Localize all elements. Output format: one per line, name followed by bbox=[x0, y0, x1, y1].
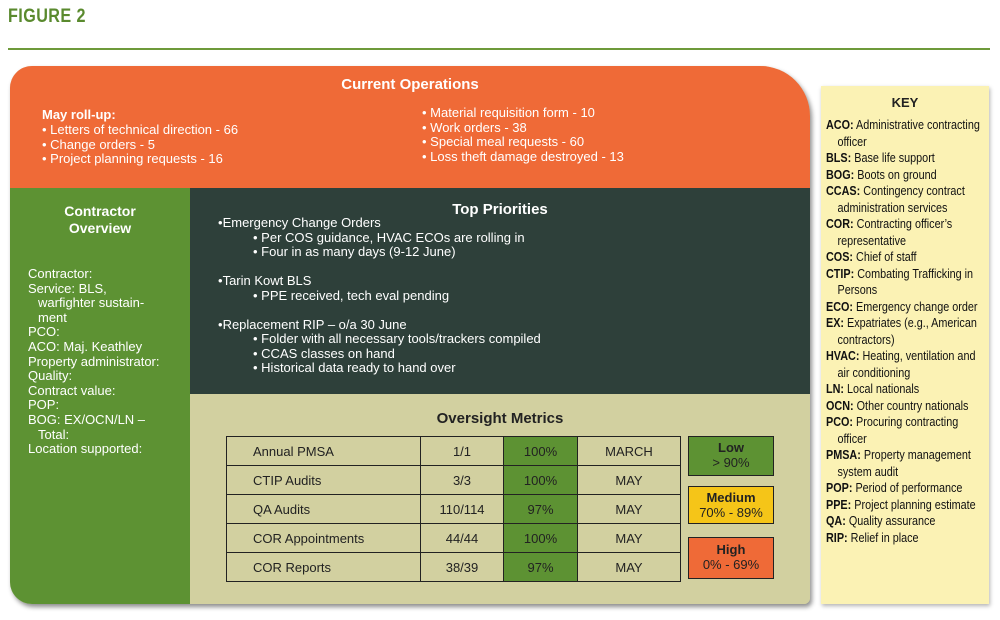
field-location: Location supported: bbox=[28, 441, 143, 457]
field-pop: POP: bbox=[28, 397, 60, 413]
list-item: • Material requisition form - 10 bbox=[422, 106, 624, 121]
key-entry: ECO: Emergency change order bbox=[826, 298, 978, 314]
metric-label: CTIP Audits bbox=[227, 466, 421, 495]
priority-item: • Replacement RIP – o/a 30 June bbox=[218, 318, 407, 333]
metric-month: MARCH bbox=[578, 437, 681, 466]
priority-subitem: • CCAS classes on hand bbox=[253, 347, 395, 362]
metric-percent: 100% bbox=[504, 437, 578, 466]
figure-title: FIGURE 2 bbox=[8, 6, 86, 27]
priority-subitem: • Per COS guidance, HVAC ECOs are rolling in bbox=[253, 231, 525, 246]
legend-high-label: High bbox=[716, 542, 746, 557]
key-entry: PPE: Project planning estimate bbox=[826, 496, 976, 512]
key-entry: PCO: Procuring contracting officer bbox=[826, 414, 959, 446]
legend-medium bbox=[688, 486, 774, 524]
metric-count: 1/1 bbox=[421, 437, 504, 466]
key-entry: CTIP: Combating Trafficking in Persons bbox=[826, 265, 974, 297]
field-contractor: Contractor: bbox=[28, 266, 93, 281]
contractor-fields bbox=[28, 267, 188, 457]
metric-month: MAY bbox=[578, 495, 681, 524]
key-entry: QA: Quality assurance bbox=[826, 513, 936, 528]
legend-low-label: Low bbox=[718, 440, 744, 455]
oversight-metrics-panel bbox=[190, 394, 810, 604]
current-operations-panel bbox=[10, 66, 810, 188]
key-entry: CCAS: Contingency contract administration services bbox=[826, 183, 965, 215]
metric-label: COR Appointments bbox=[227, 524, 421, 553]
priority-subitem: • PPE received, tech eval pending bbox=[253, 289, 449, 304]
priority-subitem: • Historical data ready to hand over bbox=[253, 361, 456, 376]
current-operations-title: Current Operations bbox=[341, 76, 479, 93]
key-entry: PMSA: Property management system audit bbox=[826, 447, 971, 479]
key-title: KEY bbox=[891, 95, 919, 110]
metric-label: QA Audits bbox=[227, 495, 421, 524]
metric-count: 110/114 bbox=[421, 495, 504, 524]
metric-count: 38/39 bbox=[421, 553, 504, 582]
contractor-overview-panel bbox=[10, 188, 190, 604]
key-entry: BOG: Boots on ground bbox=[826, 166, 937, 182]
key-entry: ACO: Administrative contracting officer bbox=[826, 117, 980, 149]
metric-count: 3/3 bbox=[421, 466, 504, 495]
legend-high bbox=[688, 537, 774, 579]
key-entry: EX: Expatriates (e.g., American contractors) bbox=[826, 315, 977, 347]
key-entry: OCN: Other country nationals bbox=[826, 397, 969, 413]
table-row bbox=[227, 437, 681, 466]
rollup-list-right bbox=[422, 106, 624, 164]
list-item: • Change orders - 5 bbox=[42, 138, 238, 153]
metrics-table bbox=[226, 436, 681, 582]
priority-item: • Emergency Change Orders bbox=[218, 216, 381, 231]
priority-item: • Tarin Kowt BLS bbox=[218, 274, 311, 289]
field-service: Service: BLS, bbox=[28, 280, 107, 296]
metric-label: Annual PMSA bbox=[227, 437, 421, 466]
key-entry: COS: Chief of staff bbox=[826, 249, 917, 264]
rollup-heading: May roll-up: bbox=[42, 107, 116, 122]
contractor-overview-title: Contractor Overview bbox=[64, 203, 136, 236]
list-item: • Loss theft damage destroyed - 13 bbox=[422, 150, 624, 165]
metric-month: MAY bbox=[578, 466, 681, 495]
field-quality: Quality: bbox=[28, 368, 73, 384]
legend-low-range: > 90% bbox=[712, 455, 750, 470]
field-bog: BOG: EX/OCN/LN – bbox=[28, 411, 146, 427]
key-entry: COR: Contracting officer’s representative bbox=[826, 216, 953, 248]
key-entry: POP: Period of performance bbox=[826, 480, 963, 495]
legend-high-range: 0% - 69% bbox=[702, 557, 760, 572]
key-entry: LN: Local nationals bbox=[826, 381, 920, 396]
key-entries bbox=[826, 117, 986, 546]
field-pco: PCO: bbox=[28, 324, 60, 340]
field-aco: ACO: Maj. Keathley bbox=[28, 338, 143, 354]
field-service-cont: ment bbox=[38, 309, 67, 325]
table-row bbox=[227, 524, 681, 553]
metric-month: MAY bbox=[578, 553, 681, 582]
legend-medium-label: Medium bbox=[706, 490, 756, 505]
operations-board bbox=[10, 66, 810, 604]
list-item: • Special meal requests - 60 bbox=[422, 135, 624, 150]
field-property-admin: Property administrator: bbox=[28, 353, 160, 369]
priority-subitem: • Folder with all necessary tools/trackers compiled bbox=[253, 332, 541, 347]
metric-label: COR Reports bbox=[227, 553, 421, 582]
list-item: • Letters of technical direction - 66 bbox=[42, 123, 238, 138]
field-bog-total: Total: bbox=[38, 426, 70, 442]
list-item: • Work orders - 38 bbox=[422, 121, 624, 136]
table-row bbox=[227, 466, 681, 495]
table-row bbox=[227, 495, 681, 524]
oversight-metrics-title: Oversight Metrics bbox=[436, 410, 564, 427]
metric-percent: 100% bbox=[504, 524, 578, 553]
metric-percent: 97% bbox=[504, 495, 578, 524]
metric-percent: 100% bbox=[504, 466, 578, 495]
top-priorities-panel bbox=[190, 188, 810, 394]
field-contract-value: Contract value: bbox=[28, 382, 116, 398]
title-divider bbox=[8, 48, 990, 50]
key-panel bbox=[821, 86, 989, 604]
key-entry: BLS: Base life support bbox=[826, 150, 935, 165]
metric-percent: 97% bbox=[504, 553, 578, 582]
legend-low bbox=[688, 436, 774, 476]
legend-medium-range: 70% - 89% bbox=[699, 505, 763, 520]
priority-subitem: • Four in as many days (9-12 June) bbox=[253, 245, 456, 260]
field-service-cont: warfighter sustain- bbox=[38, 295, 145, 311]
key-entry: HVAC: Heating, ventilation and air conditioning bbox=[826, 348, 976, 380]
key-entry: RIP: Relief in place bbox=[826, 529, 919, 545]
table-row bbox=[227, 553, 681, 582]
rollup-list-left bbox=[42, 123, 238, 167]
metric-month: MAY bbox=[578, 524, 681, 553]
list-item: • Project planning requests - 16 bbox=[42, 152, 238, 167]
metric-count: 44/44 bbox=[421, 524, 504, 553]
top-priorities-title: Top Priorities bbox=[452, 201, 548, 218]
